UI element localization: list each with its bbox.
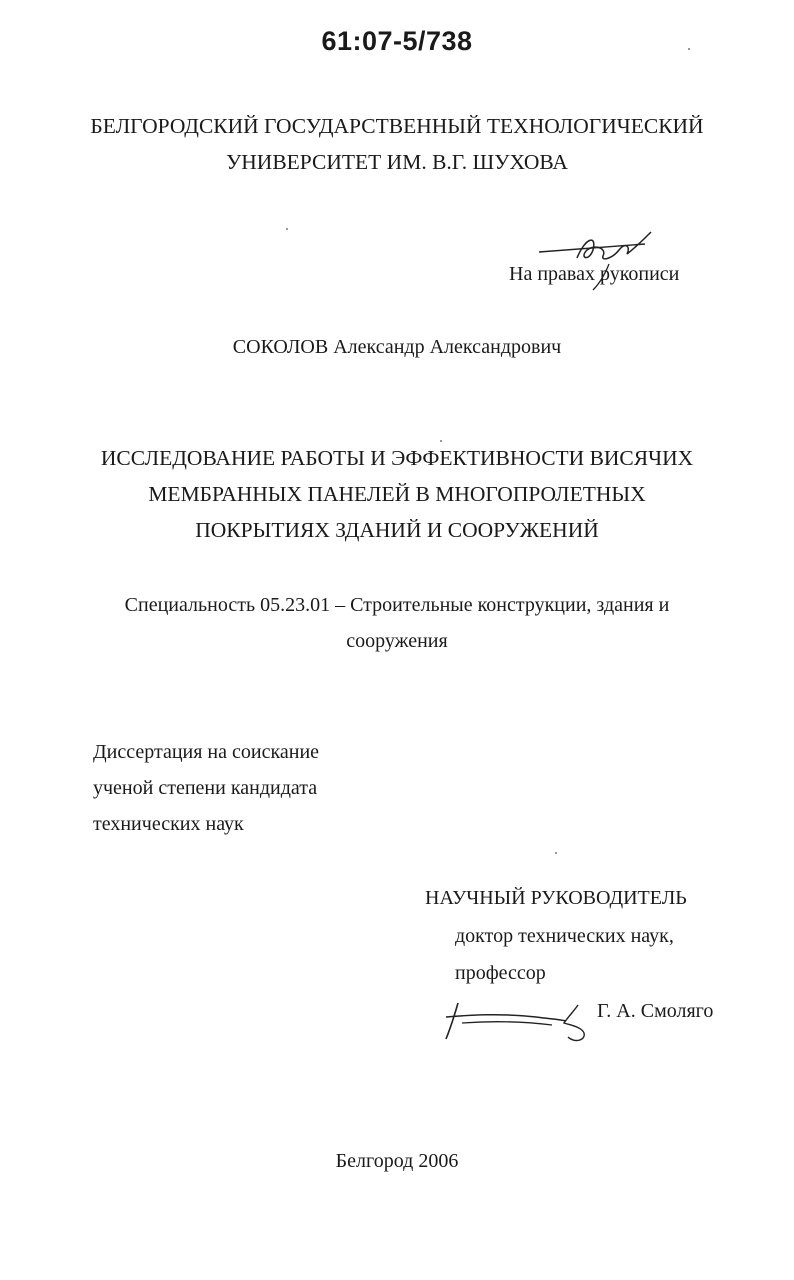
- supervisor-heading: НАУЧНЫЙ РУКОВОДИТЕЛЬ: [425, 887, 687, 909]
- thesis-title-line-2: МЕМБРАННЫХ ПАНЕЛЕЙ В МНОГОПРОЛЕТНЫХ: [148, 482, 646, 506]
- registry-code: 61:07-5/738: [321, 26, 473, 56]
- supervisor-signature: [440, 995, 600, 1050]
- specialty-line-1: Специальность 05.23.01 – Строительные конструкции, здания и: [124, 594, 670, 616]
- author-signature: [535, 228, 665, 298]
- university-line-2: УНИВЕРСИТЕТ ИМ. В.Г. ШУХОВА: [226, 150, 568, 174]
- scan-speck: [555, 852, 557, 854]
- specialty-line-2: сооружения: [346, 630, 448, 652]
- manuscript-rights: На правах рукописи: [509, 263, 680, 285]
- place-year: Белгород 2006: [335, 1150, 459, 1172]
- degree-line-1: Диссертация на соискание: [93, 741, 320, 763]
- thesis-title-line-1: ИССЛЕДОВАНИЕ РАБОТЫ И ЭФФЕКТИВНОСТИ ВИСЯЧИХ: [100, 446, 694, 470]
- thesis-title-line-3: ПОКРЫТИЯХ ЗДАНИЙ И СООРУЖЕНИЙ: [195, 518, 599, 542]
- author-name: СОКОЛОВ Александр Александрович: [232, 336, 562, 358]
- scan-speck: [286, 228, 288, 230]
- supervisor-title: доктор технических наук,: [455, 925, 674, 947]
- degree-line-2: ученой степени кандидата: [93, 777, 318, 799]
- degree-line-3: технических наук: [93, 813, 244, 835]
- university-line-1: БЕЛГОРОДСКИЙ ГОСУДАРСТВЕННЫЙ ТЕХНОЛОГИЧЕСКИЙ: [90, 114, 704, 138]
- scan-speck: [688, 48, 690, 50]
- scan-speck: [440, 440, 442, 442]
- supervisor-rank: профессор: [455, 962, 546, 984]
- supervisor-name: Г. А. Смоляго: [597, 1000, 714, 1022]
